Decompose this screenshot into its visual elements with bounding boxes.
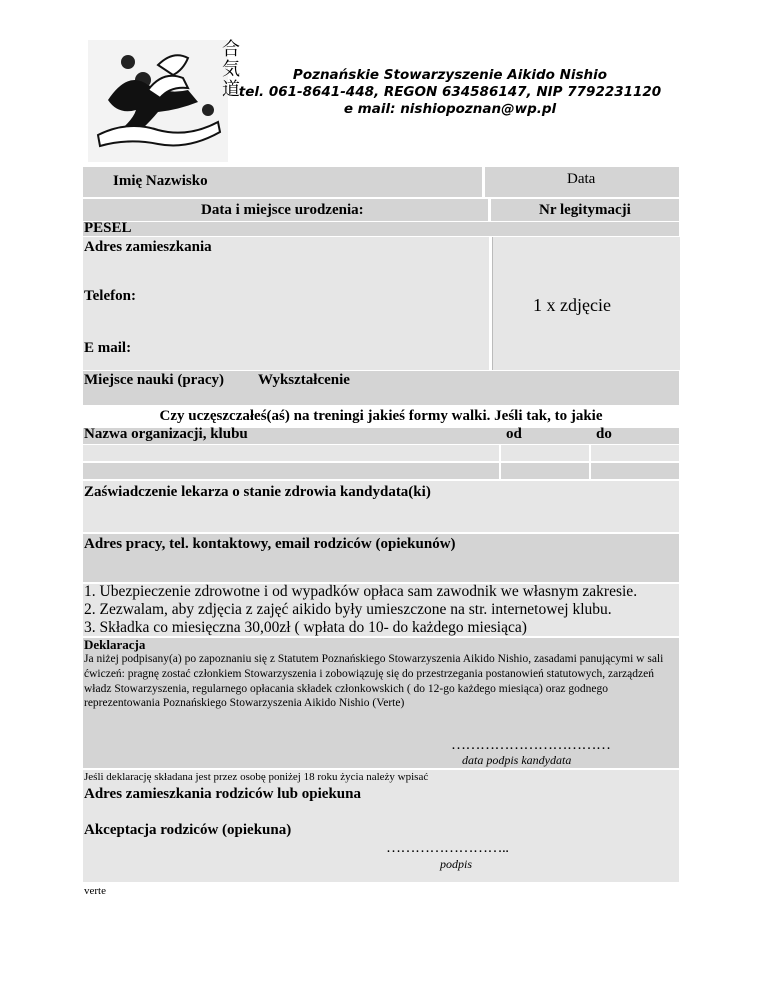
kanji-logo: 合気道 <box>222 39 240 100</box>
phone-label: Telefon: <box>84 288 136 304</box>
guardian-signature-line[interactable]: …………………….. <box>386 840 509 856</box>
medical-label: Zaświadczenie lekarza o stanie zdrowia kandydata(ki) <box>84 484 431 500</box>
note-3: 3. Składka co miesięczna 30,00zł ( wpłata do 10- do każdego miesiąca) <box>84 619 527 636</box>
photo-label: 1 x zdjęcie <box>533 295 611 315</box>
email-label: E mail: <box>84 340 132 356</box>
date-label: Data <box>567 171 596 187</box>
aikido-figures-illustration <box>88 40 228 162</box>
org-contact: tel. 061-8641-448, REGON 634586147, NIP 7792231120 <box>238 84 662 100</box>
clubs-row-2-to[interactable] <box>591 463 679 479</box>
pesel-field[interactable] <box>83 222 679 236</box>
birth-field[interactable] <box>83 199 488 221</box>
martial-question: Czy uczęszczałeś(aś) na treningi jakieś formy walki. Jeśli tak, to jakie <box>159 408 603 424</box>
org-email: e mail: nishiopoznan@wp.pl <box>343 101 557 117</box>
org-name: Poznańskie Stowarzyszenie Aikido Nishio <box>292 67 608 83</box>
guardian-accept-label: Akceptacja rodziców (opiekuna) <box>84 822 292 838</box>
verte-footer: verte <box>84 885 106 897</box>
note-2: 2. Zezwalam, aby zdjęcia z zajęć aikido były umieszczone na str. internetowej klubu. <box>84 601 612 618</box>
name-label: Imię Nazwisko <box>113 173 208 189</box>
logo-area <box>88 40 228 162</box>
id-field[interactable] <box>491 199 679 221</box>
address-field[interactable] <box>83 237 489 370</box>
note-1: 1. Ubezpieczenie zdrowotne i od wypadków opłaca sam zawodnik we własnym zakresie. <box>84 583 638 600</box>
id-label: Nr legitymacji <box>539 202 631 218</box>
from-col-header: od <box>506 426 522 442</box>
parents-label: Adres pracy, tel. kontaktowy, email rodziców (opiekunów) <box>84 536 456 552</box>
clubs-row-1-from[interactable] <box>501 445 589 461</box>
to-col-header: do <box>596 426 612 442</box>
education-label: Wykształcenie <box>258 372 350 388</box>
declaration-title: Deklaracja <box>84 637 146 652</box>
guardian-note: Jeśli deklarację składana jest przez osobę poniżej 18 roku życia należy wpisać <box>84 771 429 783</box>
name-field[interactable] <box>83 167 482 197</box>
candidate-signature-caption: data podpis kandydata <box>462 753 572 767</box>
birth-label: Data i miejsce urodzenia: <box>201 202 364 218</box>
date-field[interactable] <box>485 167 679 197</box>
candidate-signature-line[interactable]: …………………………… <box>451 737 611 753</box>
clubs-row-2-from[interactable] <box>501 463 589 479</box>
guardian-signature-caption: podpis <box>440 857 473 871</box>
clubs-row-2-org[interactable] <box>83 463 499 479</box>
address-label: Adres zamieszkania <box>84 239 212 255</box>
photo-box <box>492 237 680 370</box>
declaration-text: Ja niżej podpisany(a) po zapoznaniu się z Statutem Poznańskiego Stowarzyszenia Aikido Nishio, zasadami panującymi w sali ćwiczeń: pragnę zostać członkiem Stowarzyszenia i zobowiązuję się do przestrzegania postanowień statutowych, zarządzeń władz Stowarzyszenia, regularnego opłacania składek członkowskich ( do 12-go każdego miesiąca) oraz godnego reprezentowania Poznańskiego Stowarzyszenia Aikido Nishio (Verte) <box>84 653 664 710</box>
pesel-label: PESEL <box>84 220 132 236</box>
school-label: Miejsce nauki (pracy) <box>84 372 224 388</box>
clubs-row-1-to[interactable] <box>591 445 679 461</box>
clubs-row-1-org[interactable] <box>83 445 499 461</box>
org-col-header: Nazwa organizacji, klubu <box>84 426 248 442</box>
guardian-address-label: Adres zamieszkania rodziców lub opiekuna <box>84 786 361 802</box>
